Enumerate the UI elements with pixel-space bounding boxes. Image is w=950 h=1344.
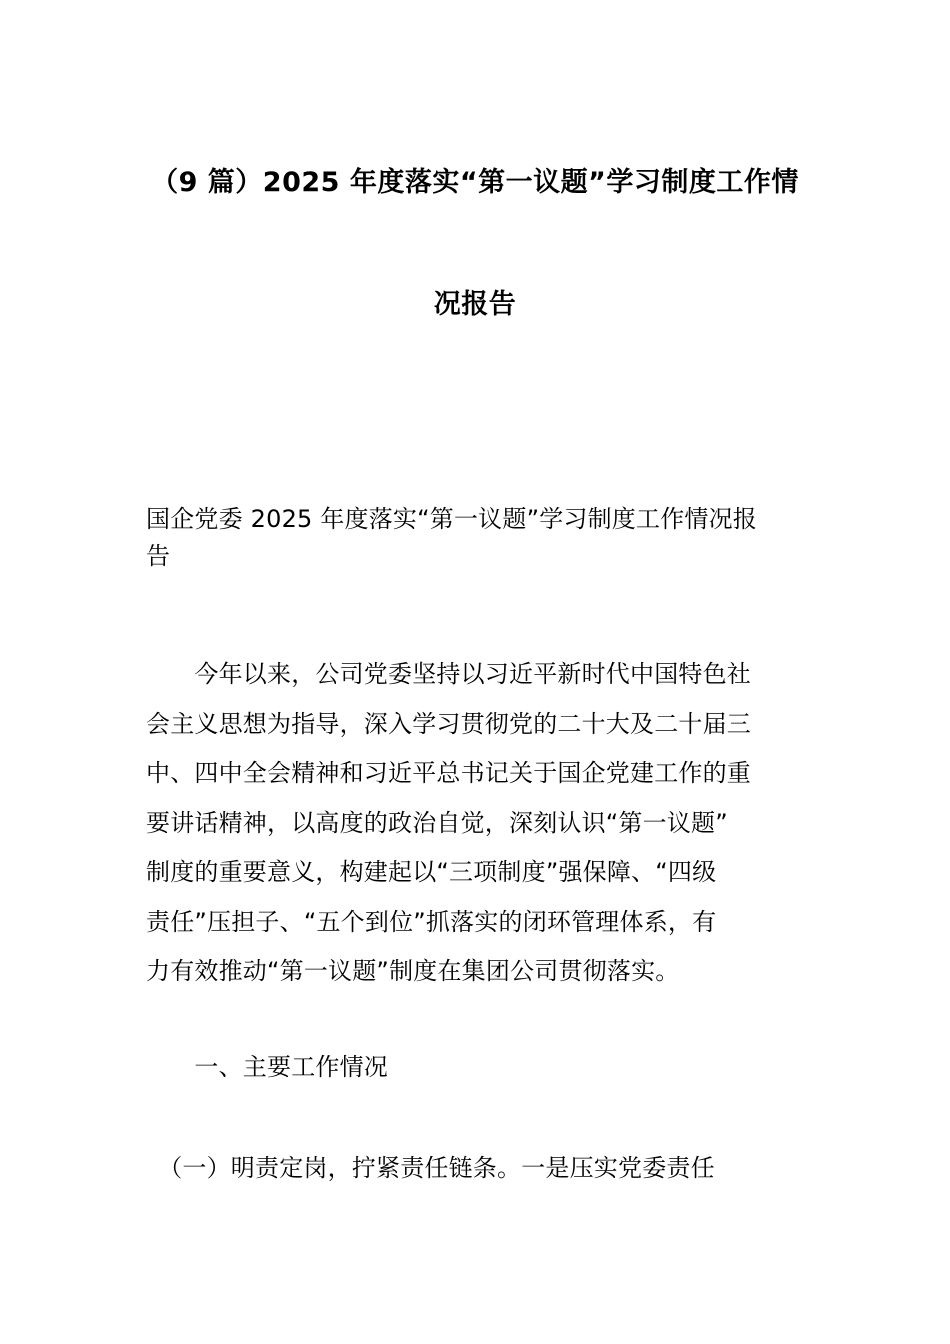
intro-paragraph (146, 650, 806, 997)
paragraph-line: 责任”压担子、“五个到位”抓落实的闭环管理体系，有 (146, 907, 717, 936)
report-subtitle (146, 501, 806, 575)
paragraph-line: 会主义思想为指导，深入学习贯彻党的二十大及二十届三 (146, 709, 751, 738)
paragraph-line: 今年以来，公司党委坚持以习近平新时代中国特色社 (146, 660, 751, 688)
subtitle-line-2: 告 (146, 542, 171, 570)
subtitle-line-1: 国企党委 2025 年度落实“第一议题”学习制度工作情况报 (146, 505, 758, 533)
document-title-line-1: （9 篇）2025 年度落实“第一议题”学习制度工作情 (151, 167, 799, 198)
subsection-paragraph (146, 1150, 806, 1187)
subsection-line: （一）明责定岗，拧紧责任链条。一是压实党委责任 (146, 1154, 715, 1182)
paragraph-line: 要讲话精神，以高度的政治自觉，深刻认识“第一议题” (146, 808, 728, 837)
paragraph-line: 中、四中全会精神和习近平总书记关于国企党建工作的重 (146, 759, 751, 787)
section-heading (146, 1049, 806, 1086)
section-heading-text: 一、主要工作情况 (146, 1053, 388, 1081)
paragraph-line: 制度的重要意义，构建起以“三项制度”强保障、“四级 (146, 858, 717, 886)
paragraph-line: 力有效推动“第一议题”制度在集团公司贯彻落实。 (146, 957, 680, 985)
document-title-line-2: 况报告 (433, 289, 517, 320)
